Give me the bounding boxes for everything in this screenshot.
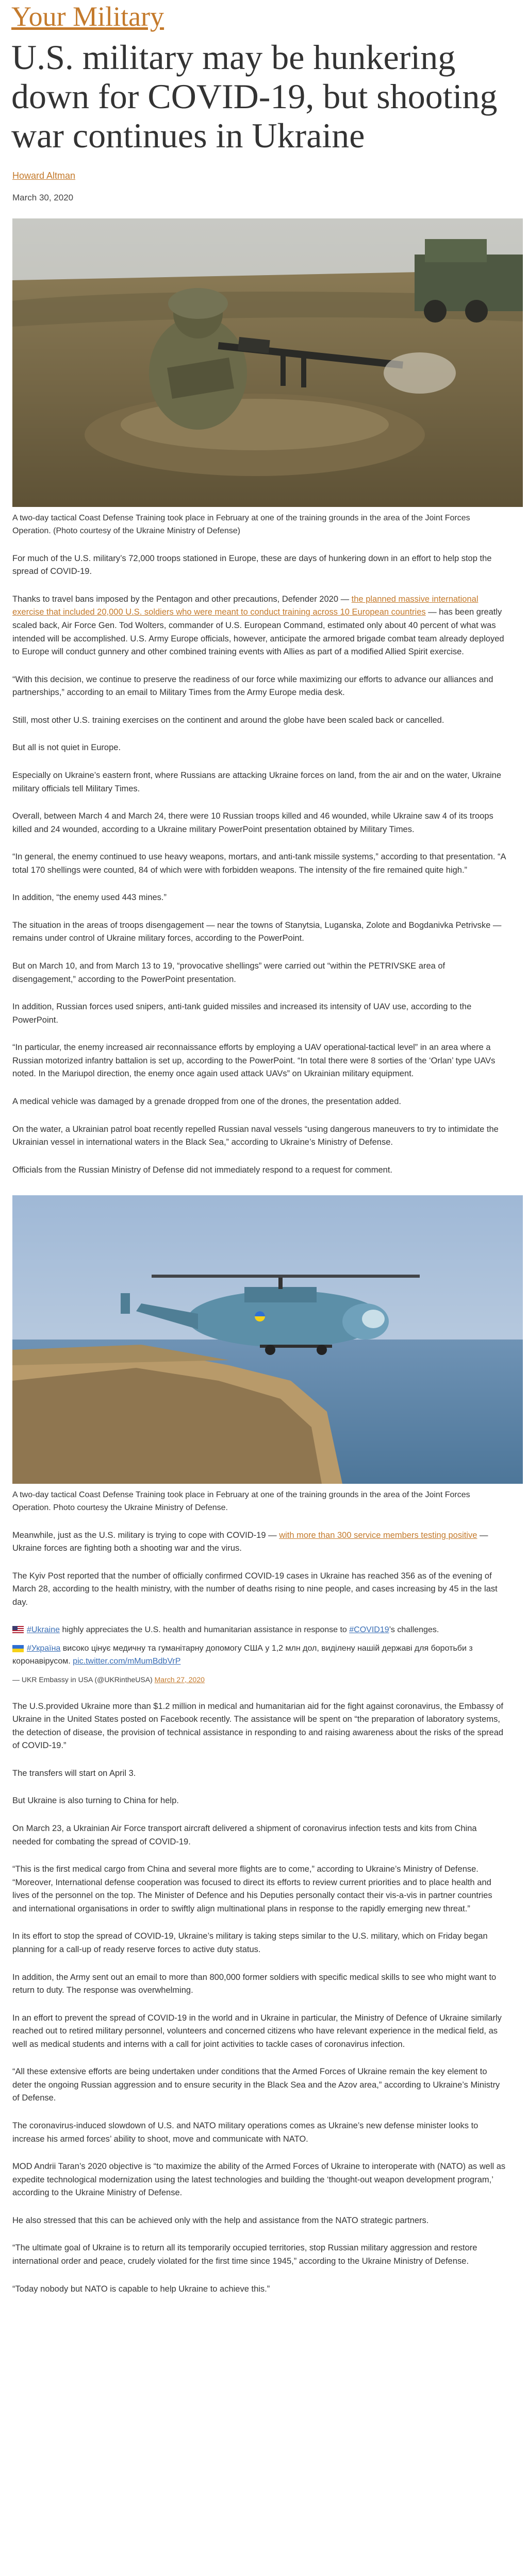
paragraph: He also stressed that this can be achieved only with the help and assistance from the NATO strategic partners. [12, 2215, 429, 2225]
paragraph: For much of the U.S. military’s 72,000 troops stationed in Europe, these are days of hunkering down in an effort to help stop the spread of COVID-19. [12, 553, 492, 577]
ukraine-flag-icon [12, 1645, 24, 1652]
paragraph: On March 23, a Ukrainian Air Force transport aircraft delivered a shipment of coronavirus infection tests and kits from China needed for combating the spread of COVID-19. [12, 1824, 477, 1846]
lead-photo-caption: A two-day tactical Coast Defense Training took place in February at one of the training grounds in the area of the Joint Forces Operation. (Photo courtesy of the Ukraine Ministry of Defense) [12, 514, 470, 535]
paragraph: The situation in the areas of troops disengagement — near the towns of Stanytsia, Luganska, Zolote and Bogdanivka Petrivske — remains under control of Ukraine military forces, according to the PowerPoint. [12, 920, 502, 943]
paragraph: “This is the first medical cargo from China and several more flights are to come,” according to Ukraine’s Ministry of Defense. “Moreover, International defense cooperation was focused to direct its efforts to review current priorities and to place health and lives of the personnel on the top. The Minister of Defence and his Deputies personally contact their vis-a-vis in partner countries and international organisations in order to swiftly align multinational plans in response to the rapidly emerging new threat.” [12, 1865, 492, 1913]
paragraph: The Kyiv Post reported that the number of officially confirmed COVID-19 cases in Ukraine has reached 356 as of the evening of March 28, according to the health ministry, with the number of deaths rising to nine people, and cases increasing by 45 in the last day. [12, 1571, 498, 1607]
lead-photo-image [12, 218, 523, 507]
paragraph: “All these extensive efforts are being undertaken under conditions that the Armed Forces of Ukraine remain the key element to deter the ongoing Russian aggression and to ensure security in the Black Sea and the Azov area,” according to Ukraine’s Ministry of Defense. [12, 2067, 500, 2103]
us-flag-icon [12, 1626, 24, 1633]
paragraph-covid-cases [12, 1529, 507, 1555]
defender-exercise-link[interactable]: the planned massive international exercise that included 20,000 U.S. soldiers who were meant to conduct training across 10 European countries [12, 594, 478, 617]
paragraph: In addition, the Army sent out an email to more than 800,000 former soldiers with specific medical skills to see who might want to return to duty. The response was overwhelming. [12, 1972, 497, 1995]
paragraph: Officials from the Russian Ministry of Defense did not immediately respond to a request for comment. [12, 1165, 393, 1175]
paragraph-text: — Ukraine forces are fighting both a shooting war and the virus. [12, 1530, 488, 1553]
tweet-meta [12, 1674, 507, 1686]
tweet-text: highly appreciates the U.S. health and humanitarian assistance in response to [60, 1625, 350, 1634]
tweet-english [12, 1624, 507, 1637]
service-members-positive-link[interactable]: with more than 300 service members testing positive [279, 1530, 477, 1540]
article-title: U.S. military may be hunkering down for COVID-19, but shooting war continues in Ukraine [11, 37, 498, 155]
paragraph: Overall, between March 4 and March 24, there were 10 Russian troops killed and 46 wounded, while Ukraine saw 4 of its troops killed and 24 wounded, according to a Ukraine military PowerPoint presentation obtained by Military Times. [12, 811, 493, 834]
paragraph: The transfers will start on April 3. [12, 1768, 136, 1778]
paragraph-defender [12, 593, 507, 659]
tweet-pic-link[interactable]: pic.twitter.com/mMumBdbVrP [73, 1657, 181, 1666]
paragraph: The U.S.provided Ukraine more than $1.2 million in medical and humanitarian aid for the fight against coronavirus, the Embassy of Ukraine in the United States posted on Facebook recently. The assistance will be spent on “the preparation of laboratory systems, the detection of disease, the provision of technical assistance in responding to and raising awareness about the risks of the spread of COVID-19.” [12, 1701, 504, 1751]
lead-photo [12, 218, 523, 507]
paragraph: A medical vehicle was damaged by a grenade dropped from one of the drones, the presentation added. [12, 1096, 401, 1106]
helicopter-photo [12, 1195, 523, 1484]
tweet-date-link[interactable]: March 27, 2020 [154, 1675, 205, 1684]
paragraph: In addition, “the enemy used 443 mines.” [12, 893, 167, 903]
article-body-part-1 [12, 552, 507, 1177]
hashtag-covid19-link[interactable]: #COVID19 [349, 1625, 389, 1634]
author-link[interactable]: Howard Altman [12, 171, 76, 181]
tweet-ukrainian [12, 1642, 507, 1668]
paragraph: MOD Andrii Taran’s 2020 objective is “to maximize the ability of the Armed Forces of Ukraine to interoperate with (NATO) as well as expedite technological modernization using the latest technologies and building the ‘thought-out weapon development program,’ according to the Ukraine Ministry of Defense. [12, 2162, 506, 2198]
publish-date: March 30, 2020 [12, 193, 74, 203]
paragraph: “With this decision, we continue to preserve the readiness of our force while maximizing our efforts to advance our alliances and partnerships,” according to an email to Military Times from the Army Europe media desk. [12, 674, 493, 698]
helicopter-photo-caption: A two-day tactical Coast Defense Training took place in February at one of the training grounds in the area of the Joint Forces Operation. Photo courtesy the Ukraine Ministry of Defense. [12, 1490, 470, 1512]
tweet-text: високо цінує медичну та гуманітарну допомогу США у 1,2 млн дол, виділену нашій державі для боротьби з коронавірусом. [12, 1644, 473, 1666]
paragraph: “The ultimate goal of Ukraine is to return all its temporarily occupied territories, stop Russian military aggression and restore international order and peace, crudely violated for the first time since 1945,” according to the Ukraine Ministry of Defense. [12, 2243, 477, 2266]
paragraph: Still, most other U.S. training exercises on the continent and around the globe have been scaled back or cancelled. [12, 715, 444, 725]
paragraph: On the water, a Ukrainian patrol boat recently repelled Russian naval vessels “using dangerous maneuvers to try to intimidate the Ukrainian vessel in international waters in the Black Sea,” according to Ukraine’s Ministry of Defense. [12, 1124, 499, 1147]
paragraph: But Ukraine is also turning to China for help. [12, 1796, 179, 1806]
paragraph: But all is not quiet in Europe. [12, 743, 121, 753]
paragraph: In its effort to stop the spread of COVID-19, Ukraine’s military is taking steps similar to the U.S. military, which on Friday began planning for a call-up of ready reserve forces to active duty status. [12, 1931, 488, 1954]
paragraph: Especially on Ukraine’s eastern front, where Russians are attacking Ukraine forces on land, from the air and on the water, Ukraine military officials tell Military Times. [12, 770, 502, 793]
paragraph-text: Thanks to travel bans imposed by the Pentagon and other precautions, Defender 2020 — [12, 594, 352, 604]
helicopter-photo-image [12, 1195, 523, 1484]
tweet-author: — UKR Embassy in USA (@UKRintheUSA) [12, 1675, 155, 1684]
paragraph-text: Meanwhile, just as the U.S. military is trying to cope with COVID-19 — [12, 1530, 279, 1540]
article-body-part-2 [12, 1529, 507, 2296]
paragraph: “Today nobody but NATO is capable to help Ukraine to achieve this.” [12, 2284, 270, 2294]
paragraph: But on March 10, and from March 13 to 19, “provocative shellings” were carried out “within the PETRIVSKE area of disengagement,” according to the PowerPoint presentation. [12, 961, 446, 984]
hashtag-ukraine-link[interactable]: #Ukraine [27, 1625, 60, 1634]
tweet-text: ’s challenges. [389, 1625, 439, 1634]
section-link[interactable]: Your Military [11, 1, 164, 32]
paragraph: In an effort to prevent the spread of COVID-19 in the world and in Ukraine in particular, the Ministry of Defence of Ukraine similarly reached out to retired military personnel, volunteers and concerned citizens who have relevant experience in the medical field, as well as medical students and interns with a call for joint activities to tackle cases of coronavirus infection. [12, 2013, 502, 2049]
paragraph-text: — has been greatly scaled back, Air Force Gen. Tod Wolters, commander of U.S. European Command, estimated only about 40 percent of what was intended will be accomplished. U.S. Army Europe officials, however, anticipate the armored brigade combat team already deployed to Europe will conduct gunnery and other combined training events with Allies as part of a modified Allied Spirit exercise. [12, 607, 504, 657]
hashtag-ukraine-ua-link[interactable]: #Україна [27, 1644, 61, 1653]
paragraph: “In particular, the enemy increased air reconnaissance efforts by employing a UAV operational-tactical level” in an area where a Russian motorized infantry battalion is set up, according to the PowerPoint. “In total there were 8 sorties of the ‘Orlan’ type UAVs noted. In the Mariupol direction, the enemy once again used attack UAVs” on Ukrainian military equipment. [12, 1043, 496, 1079]
paragraph: The coronavirus-induced slowdown of U.S. and NATO military operations comes as Ukraine’s new defense minister looks to increase his armed forces’ ability to shoot, move and communicate with NATO. [12, 2121, 478, 2144]
paragraph: “In general, the enemy continued to use heavy weapons, mortars, and anti-tank missile systems,” according to that presentation. “A total 170 shellings were counted, 84 of which were with forbidden weapons. The intensity of the fire remained quite high.” [12, 852, 506, 875]
embedded-tweet [12, 1624, 507, 1686]
paragraph: In addition, Russian forces used snipers, anti-tank guided missiles and increased its intensity of UAV use, according to the PowerPoint. [12, 1002, 472, 1025]
